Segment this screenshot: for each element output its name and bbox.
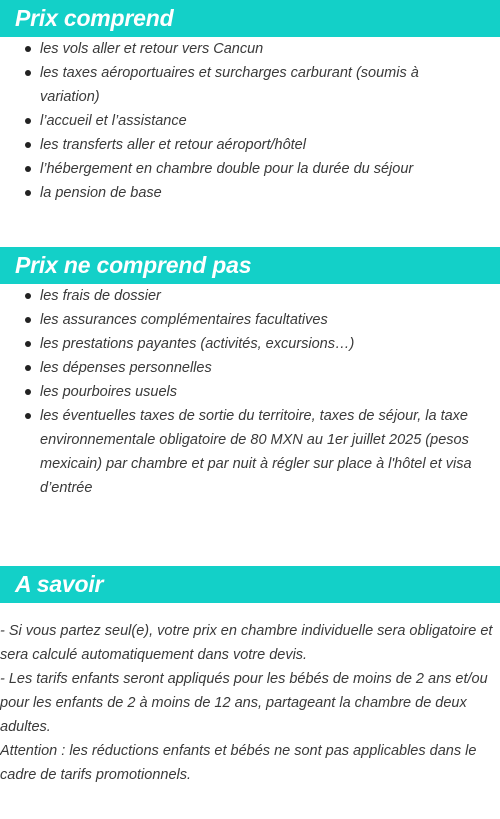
section-header-info [0,566,500,603]
section-header-excludes [0,247,500,284]
list-item-text: les éventuelles taxes de sortie du territoire, taxes de séjour, la taxe environnementale obligatoire de 80 MXN au 1er juillet 2025 (pesos mexicain) par chambre et par nuit à régler sur place à l'hôtel et visa d’entrée [40,408,472,496]
info-paragraph [0,603,500,787]
list-item [0,37,500,61]
list-item [0,356,500,380]
list-item [0,133,500,157]
list-item-text: les vols aller et retour vers Cancun [40,41,264,57]
bullet-icon [25,142,31,148]
section-header-includes [0,0,500,37]
list-item [0,109,500,133]
bullet-icon [25,365,31,371]
excludes-list [0,284,500,500]
bullet-icon [25,190,31,196]
bullet-icon [25,341,31,347]
list-item [0,404,500,500]
list-item-text: l’hébergement en chambre double pour la durée du séjour [40,161,414,177]
list-item-text: les transferts aller et retour aéroport/hôtel [40,137,306,153]
bullet-icon [25,389,31,395]
list-item-text: les taxes aéroportuaires et surcharges carburant (soumis à variation) [40,65,419,105]
bullet-icon [25,293,31,299]
bullet-icon [25,413,31,419]
section-title-includes: Prix comprend [15,5,174,31]
section-title-excludes: Prix ne comprend pas [15,252,252,278]
list-item-text: les pourboires usuels [40,384,178,400]
list-item-text: les frais de dossier [40,288,161,304]
section-title-info: A savoir [15,571,104,597]
list-item [0,181,500,205]
bullet-icon [25,317,31,323]
includes-list [0,37,500,205]
list-item-text: la pension de base [40,185,162,201]
bullet-icon [25,70,31,76]
bullet-icon [25,46,31,52]
list-item-text: les prestations payantes (activités, excursions…) [40,336,355,352]
list-item [0,61,500,109]
section-excludes [0,247,500,500]
list-item [0,157,500,181]
section-includes [0,0,500,205]
list-item [0,308,500,332]
list-item [0,380,500,404]
bullet-icon [25,166,31,172]
info-line: Attention : les réductions enfants et bébés ne sont pas applicables dans le cadre de tarifs promotionnels. [0,743,477,783]
list-item-text: les dépenses personnelles [40,360,212,376]
list-item [0,332,500,356]
list-item [0,284,500,308]
section-info [0,566,500,787]
bullet-icon [25,118,31,124]
info-line: - Si vous partez seul(e), votre prix en chambre individuelle sera obligatoire et sera calculé automatiquement dans votre devis. [0,623,493,663]
list-item-text: l’accueil et l’assistance [40,113,187,129]
info-line: - Les tarifs enfants seront appliqués pour les bébés de moins de 2 ans et/ou pour les enfants de 2 à moins de 12 ans, partageant la chambre de deux adultes. [0,671,488,735]
list-item-text: les assurances complémentaires facultatives [40,312,328,328]
